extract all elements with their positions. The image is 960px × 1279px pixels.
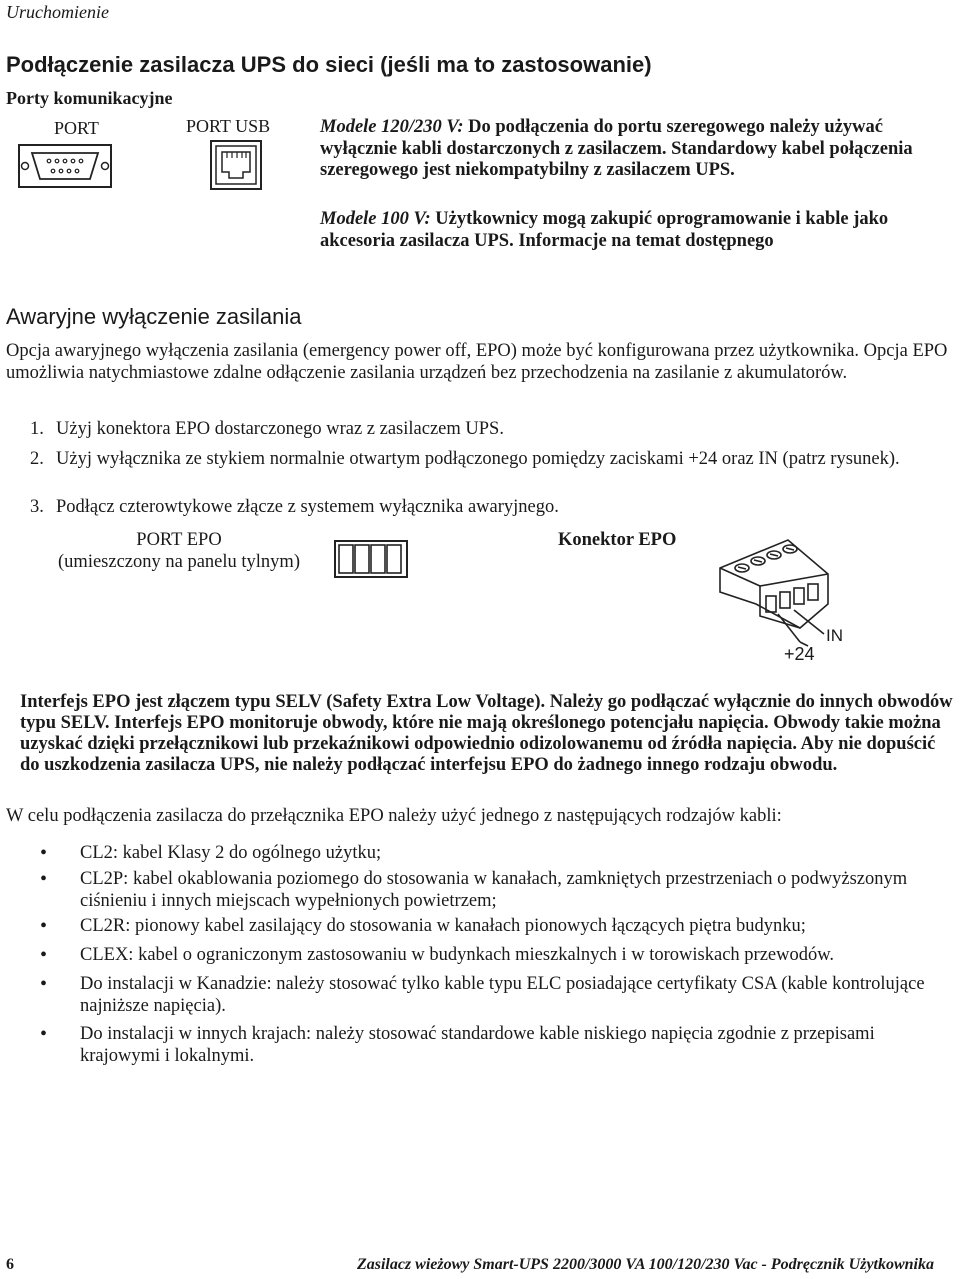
- models-120-230-text: Do podłączenia do portu szeregowego należy używać wyłącznie kabli dostarczonych z zasilaczem. Standardowy kabel połączenia szeregowego jest niekompatybilny z zasilaczem UPS.: [320, 117, 913, 180]
- cable-list-item: CLEX: kabel o ograniczonym zastosowaniu w budynkach mieszkalnych i w torowiskach przewodów.: [80, 945, 835, 965]
- models-100-paragraph: [320, 209, 940, 252]
- running-head: Uruchomienie: [6, 2, 109, 22]
- models-100-text: Użytkownicy mogą zakupić oprogramowanie i kable jako akcesoria zasilacza UPS. Informacje na temat dostępnego: [320, 209, 889, 251]
- footer-title: Zasilacz wieżowy Smart-UPS 2200/3000 VA 100/120/230 Vac - Podręcznik Użytkownika: [356, 1256, 934, 1273]
- step-text: Podłącz czterowtykowe złącze z systemem wyłącznika awaryjnego.: [56, 497, 559, 517]
- usb-port-label: PORT USB: [186, 116, 271, 136]
- models-100-label: Modele 100 V:: [320, 209, 431, 229]
- step-number: 3.: [30, 497, 44, 517]
- page-title: Podłączenie zasilacza UPS do sieci (jeśli ma to zastosowanie): [6, 52, 652, 77]
- bullet-icon: •: [40, 944, 48, 966]
- bullet-icon: •: [40, 868, 48, 890]
- epo-intro-paragraph: Opcja awaryjnego wyłączenia zasilania (emergency power off, EPO) może być konfigurowana przez użytkownika. Opcja EPO umożliwia natychmiastowe zdalne odłączenie zasilania urządzeń bez przechodzenia na zasilanie z akumulatorów.: [6, 341, 948, 383]
- step-number: 2.: [30, 449, 44, 469]
- cable-intro-paragraph: W celu podłączenia zasilacza do przełącznika EPO należy użyć jednego z następujących rodzajów kabli:: [6, 806, 782, 826]
- serial-port-label: PORT: [54, 118, 99, 138]
- cable-list-item: CL2R: pionowy kabel zasilający do stosowania w kanałach pionowych łączących piętra budynku;: [80, 916, 806, 936]
- step-number: 1.: [30, 419, 44, 439]
- selv-warning-paragraph: Interfejs EPO jest złączem typu SELV (Safety Extra Low Voltage). Należy go podłączać wyłącznie do innych obwodów typu SELV. Interfejs EPO monitoruje obwody, które nie mają określonego potencjału napięcia. Obwody takie można uzyskać dzięki przełącznikowi lub przekaźnikowi odpowiednio odizolowanemu od źródła napięcia. Aby nie dopuścić do uszkodzenia zasilacza UPS, nie należy podłączać interfejsu EPO do żadnego innego rodzaju obwodu.: [20, 692, 953, 775]
- step-text: Użyj konektora EPO dostarczonego wraz z zasilaczem UPS.: [56, 419, 504, 439]
- epo-section-title: Awaryjne wyłączenie zasilania: [6, 304, 302, 329]
- label-in: IN: [826, 626, 843, 645]
- port-epo-subtitle: (umieszczony na panelu tylnym): [58, 552, 300, 572]
- epo-port-icon: [334, 540, 408, 578]
- cable-list-item: Do instalacji w innych krajach: należy stosować standardowe kable niskiego napięcia zgodnie z przepisami krajowymi i lokalnymi.: [80, 1024, 875, 1066]
- serial-port-icon: [18, 144, 112, 188]
- label-plus24: +24: [784, 644, 815, 664]
- usb-port-icon: [210, 140, 262, 190]
- bullet-icon: •: [40, 973, 48, 995]
- bullet-icon: •: [40, 915, 48, 937]
- step-text: Użyj wyłącznika ze stykiem normalnie otwartym podłączonego pomiędzy zaciskami +24 oraz IN (patrz rysunek).: [56, 449, 900, 469]
- page-number: 6: [6, 1256, 14, 1273]
- models-120-230-label: Modele 120/230 V:: [320, 117, 464, 137]
- cable-list-item: CL2: kabel Klasy 2 do ogólnego użytku;: [80, 843, 382, 863]
- cable-list-item: Do instalacji w Kanadzie: należy stosować tylko kable typu ELC posiadające certyfikaty CSA (kable kontrolujące najniższe napięcia).: [80, 974, 925, 1016]
- bullet-icon: •: [40, 1023, 48, 1045]
- models-120-230-paragraph: [320, 117, 930, 182]
- port-epo-title: PORT EPO: [136, 530, 222, 550]
- section-subhead: Porty komunikacyjne: [6, 88, 173, 108]
- connector-epo-title: Konektor EPO: [558, 530, 677, 550]
- cable-list-item: CL2P: kabel okablowania poziomego do stosowania w kanałach, zamkniętych przestrzeniach o podwyższonym ciśnieniu i innych miejscach wypełnionych powietrzem;: [80, 869, 908, 911]
- bullet-icon: •: [40, 842, 48, 864]
